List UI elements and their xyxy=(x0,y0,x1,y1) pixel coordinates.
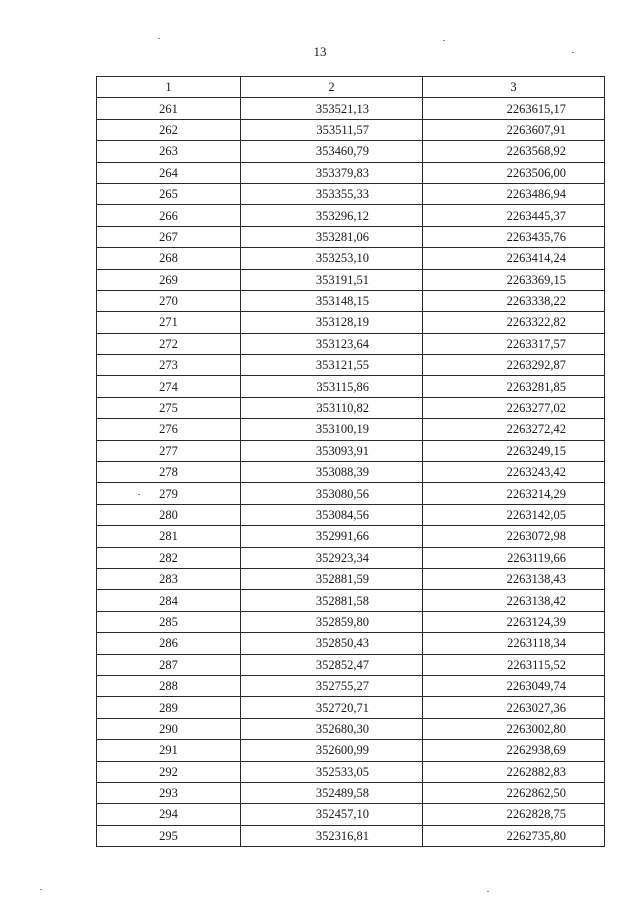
table-row xyxy=(97,376,605,397)
coordinate-x: 353148,15 xyxy=(241,290,423,311)
coordinate-y: 2262938,69 xyxy=(423,740,605,761)
coordinate-x: 352316,81 xyxy=(241,825,423,846)
table-row xyxy=(97,675,605,696)
table-row xyxy=(97,718,605,739)
point-number: 275 xyxy=(97,397,241,418)
column-header-2: 2 xyxy=(241,77,423,98)
column-header-3: 3 xyxy=(423,77,605,98)
point-number: 266 xyxy=(97,205,241,226)
point-number: 281 xyxy=(97,526,241,547)
coordinate-x: 353253,10 xyxy=(241,248,423,269)
point-number: 272 xyxy=(97,333,241,354)
table-row xyxy=(97,290,605,311)
point-number: 295 xyxy=(97,825,241,846)
table-row xyxy=(97,825,605,846)
scan-speck xyxy=(487,891,489,892)
coordinate-x: 352755,27 xyxy=(241,675,423,696)
table-row xyxy=(97,568,605,589)
table-row xyxy=(97,740,605,761)
coordinate-x: 352533,05 xyxy=(241,761,423,782)
coordinate-x: 353191,51 xyxy=(241,269,423,290)
coordinate-x: 352923,34 xyxy=(241,547,423,568)
coordinate-y: 2263277,02 xyxy=(423,397,605,418)
point-number: 284 xyxy=(97,590,241,611)
coordinate-y: 2263115,52 xyxy=(423,654,605,675)
column-header-1: 1 xyxy=(97,77,241,98)
scan-speck xyxy=(138,494,140,495)
table-row xyxy=(97,226,605,247)
coordinate-x: 352457,10 xyxy=(241,804,423,825)
point-number: 292 xyxy=(97,761,241,782)
table-row xyxy=(97,397,605,418)
coordinate-x: 352852,47 xyxy=(241,654,423,675)
coordinate-x: 352850,43 xyxy=(241,633,423,654)
coordinate-x: 353110,82 xyxy=(241,397,423,418)
coordinate-y: 2263506,00 xyxy=(423,162,605,183)
coordinate-x: 352720,71 xyxy=(241,697,423,718)
point-number: 273 xyxy=(97,355,241,376)
table-row xyxy=(97,355,605,376)
coordinate-x: 352881,58 xyxy=(241,590,423,611)
point-number: 279 xyxy=(97,483,241,504)
coordinate-x: 352489,58 xyxy=(241,782,423,803)
coordinate-y: 2263322,82 xyxy=(423,312,605,333)
point-number: 271 xyxy=(97,312,241,333)
coordinate-y: 2263281,85 xyxy=(423,376,605,397)
coordinate-x: 353080,56 xyxy=(241,483,423,504)
coordinate-y: 2262828,75 xyxy=(423,804,605,825)
scan-speck xyxy=(572,52,574,53)
coordinate-y: 2263118,34 xyxy=(423,633,605,654)
point-number: 276 xyxy=(97,419,241,440)
point-number: 262 xyxy=(97,119,241,140)
coordinate-y: 2263119,66 xyxy=(423,547,605,568)
coordinate-x: 352680,30 xyxy=(241,718,423,739)
table-row xyxy=(97,141,605,162)
coordinate-y: 2263142,05 xyxy=(423,504,605,525)
coordinate-x: 353281,06 xyxy=(241,226,423,247)
point-number: 278 xyxy=(97,462,241,483)
coordinate-x: 353511,57 xyxy=(241,119,423,140)
table-row xyxy=(97,440,605,461)
coordinate-x: 353123,64 xyxy=(241,333,423,354)
table-row xyxy=(97,98,605,119)
table-row xyxy=(97,782,605,803)
point-number: 267 xyxy=(97,226,241,247)
point-number: 285 xyxy=(97,611,241,632)
coordinate-x: 353115,86 xyxy=(241,376,423,397)
point-number: 265 xyxy=(97,183,241,204)
coordinate-x: 353379,83 xyxy=(241,162,423,183)
coordinate-y: 2263317,57 xyxy=(423,333,605,354)
scan-speck xyxy=(40,889,42,890)
table-row xyxy=(97,183,605,204)
point-number: 269 xyxy=(97,269,241,290)
point-number: 288 xyxy=(97,675,241,696)
coordinate-y: 2263486,94 xyxy=(423,183,605,204)
point-number: 290 xyxy=(97,718,241,739)
table-row xyxy=(97,547,605,568)
coordinate-y: 2263369,15 xyxy=(423,269,605,290)
point-number: 286 xyxy=(97,633,241,654)
point-number: 283 xyxy=(97,568,241,589)
coordinate-x: 352600,99 xyxy=(241,740,423,761)
coordinate-y: 2263072,98 xyxy=(423,526,605,547)
coordinate-y: 2262735,80 xyxy=(423,825,605,846)
point-number: 270 xyxy=(97,290,241,311)
coordinate-y: 2263615,17 xyxy=(423,98,605,119)
coordinate-y: 2263138,42 xyxy=(423,590,605,611)
point-number: 263 xyxy=(97,141,241,162)
page-number: 13 xyxy=(313,44,327,59)
point-number: 277 xyxy=(97,440,241,461)
coordinate-y: 2263214,29 xyxy=(423,483,605,504)
coordinate-x: 353128,19 xyxy=(241,312,423,333)
point-number: 274 xyxy=(97,376,241,397)
table-row xyxy=(97,654,605,675)
scan-speck xyxy=(443,40,445,41)
point-number: 294 xyxy=(97,804,241,825)
coordinate-x: 353088,39 xyxy=(241,462,423,483)
scan-speck xyxy=(158,38,160,39)
point-number: 282 xyxy=(97,547,241,568)
table-row xyxy=(97,633,605,654)
table-row xyxy=(97,248,605,269)
coordinate-y: 2263414,24 xyxy=(423,248,605,269)
point-number: 264 xyxy=(97,162,241,183)
coordinate-y: 2263002,80 xyxy=(423,718,605,739)
table-header-row xyxy=(97,77,605,98)
table-row xyxy=(97,419,605,440)
table-row xyxy=(97,462,605,483)
coordinate-x: 353093,91 xyxy=(241,440,423,461)
coordinate-y: 2262882,83 xyxy=(423,761,605,782)
coordinate-y: 2263435,76 xyxy=(423,226,605,247)
table-row xyxy=(97,697,605,718)
table-row xyxy=(97,504,605,525)
table-row xyxy=(97,526,605,547)
coordinate-x: 353355,33 xyxy=(241,183,423,204)
point-number: 293 xyxy=(97,782,241,803)
coordinate-y: 2263027,36 xyxy=(423,697,605,718)
coordinate-y: 2262862,50 xyxy=(423,782,605,803)
coordinate-x: 353121,55 xyxy=(241,355,423,376)
coordinate-y: 2263272,42 xyxy=(423,419,605,440)
table-row xyxy=(97,483,605,504)
coordinate-x: 352991,66 xyxy=(241,526,423,547)
table-row xyxy=(97,312,605,333)
coordinate-y: 2263243,42 xyxy=(423,462,605,483)
table-row xyxy=(97,333,605,354)
coordinate-y: 2263249,15 xyxy=(423,440,605,461)
coordinate-y: 2263607,91 xyxy=(423,119,605,140)
coordinate-y: 2263049,74 xyxy=(423,675,605,696)
coordinates-table xyxy=(96,76,605,847)
coordinate-y: 2263292,87 xyxy=(423,355,605,376)
point-number: 289 xyxy=(97,697,241,718)
coordinate-x: 353521,13 xyxy=(241,98,423,119)
coordinate-x: 353296,12 xyxy=(241,205,423,226)
table-row xyxy=(97,761,605,782)
table-row xyxy=(97,590,605,611)
point-number: 261 xyxy=(97,98,241,119)
table-row xyxy=(97,205,605,226)
point-number: 291 xyxy=(97,740,241,761)
coordinate-y: 2263445,37 xyxy=(423,205,605,226)
point-number: 280 xyxy=(97,504,241,525)
coordinate-x: 352859,80 xyxy=(241,611,423,632)
coordinate-x: 353100,19 xyxy=(241,419,423,440)
table-row xyxy=(97,611,605,632)
coordinate-x: 353460,79 xyxy=(241,141,423,162)
coordinate-y: 2263568,92 xyxy=(423,141,605,162)
coordinate-x: 353084,56 xyxy=(241,504,423,525)
table-row xyxy=(97,804,605,825)
point-number: 268 xyxy=(97,248,241,269)
table-row xyxy=(97,162,605,183)
coordinate-y: 2263138,43 xyxy=(423,568,605,589)
coordinate-x: 352881,59 xyxy=(241,568,423,589)
coordinate-y: 2263124,39 xyxy=(423,611,605,632)
table-row xyxy=(97,119,605,140)
point-number: 287 xyxy=(97,654,241,675)
table-row xyxy=(97,269,605,290)
coordinate-y: 2263338,22 xyxy=(423,290,605,311)
